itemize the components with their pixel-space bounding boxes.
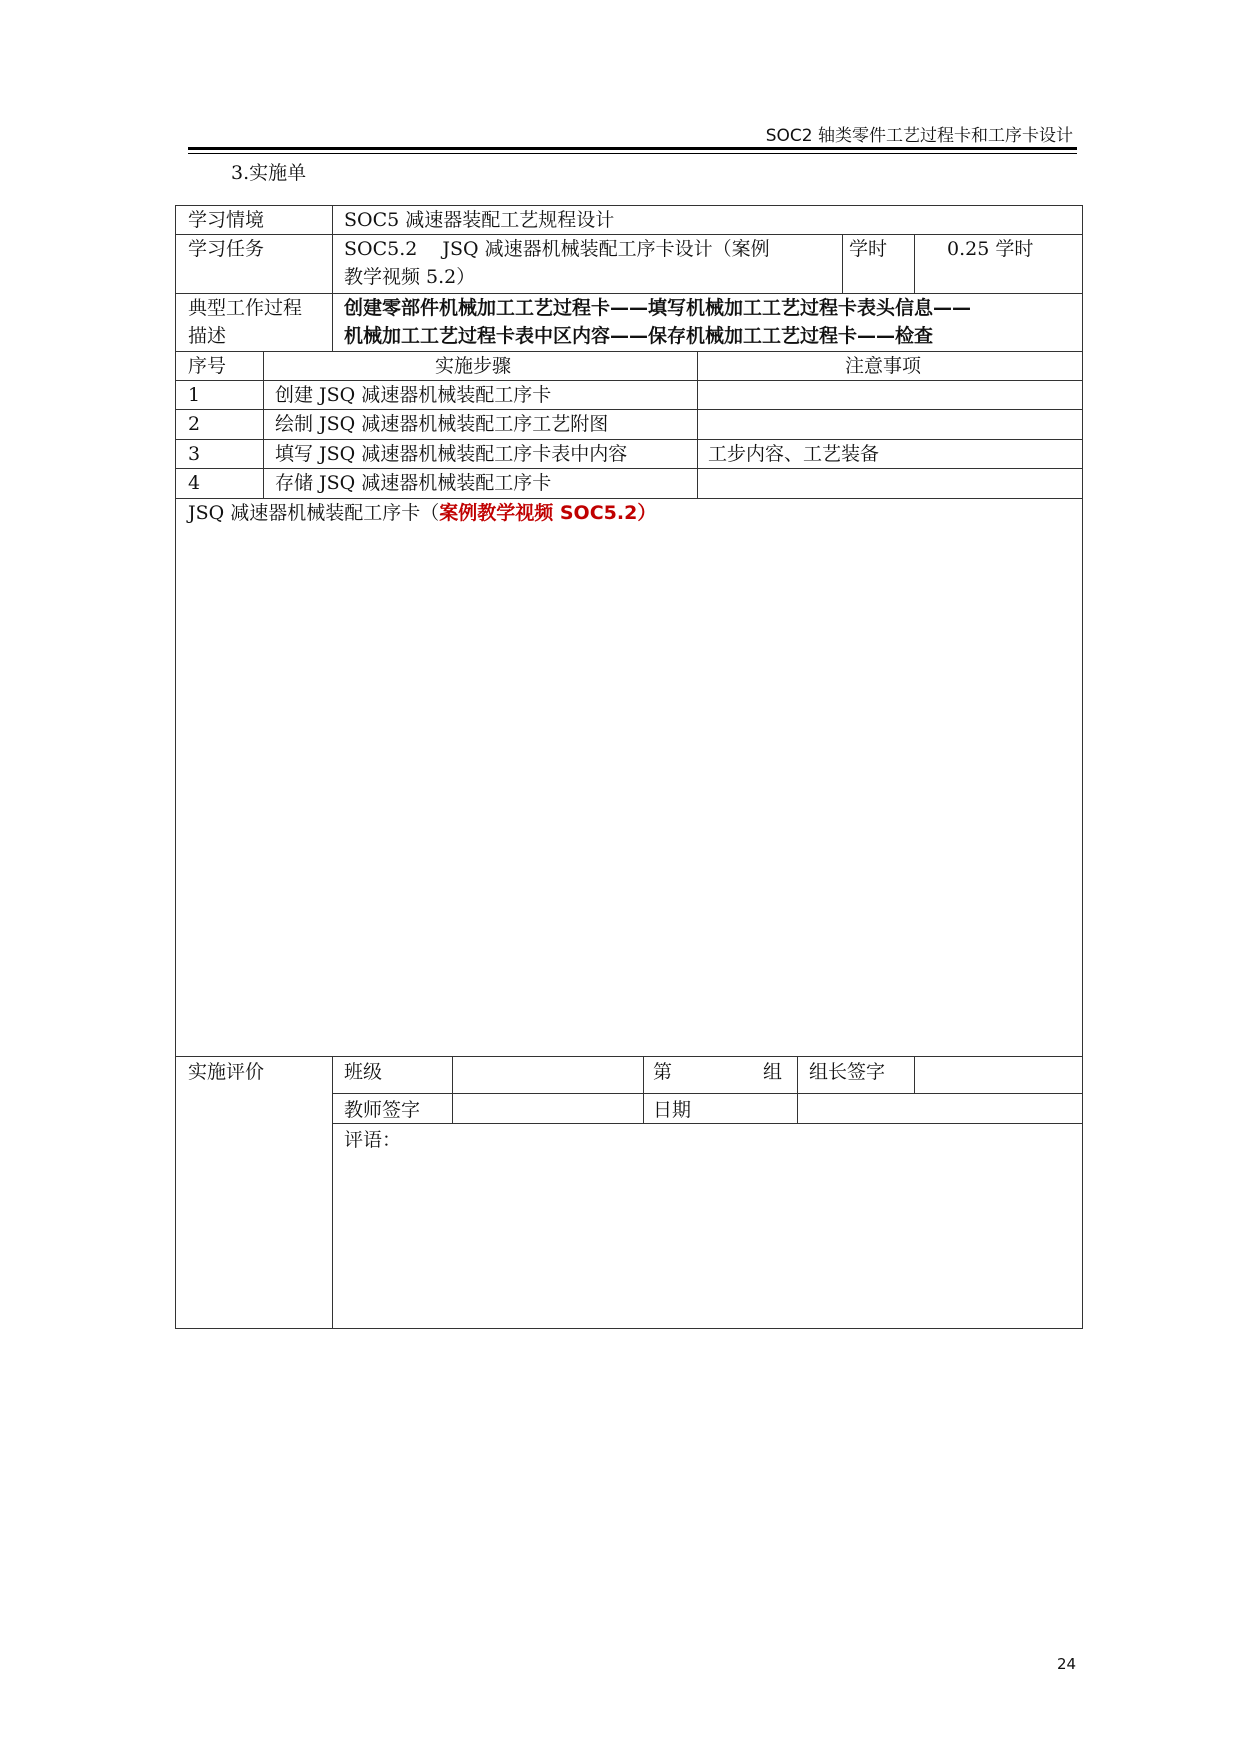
header-rule-thick bbox=[188, 147, 1077, 150]
col-header-step: 实施步骤 bbox=[435, 355, 512, 377]
step-no-3: 3 bbox=[188, 443, 201, 465]
class-label: 班级 bbox=[344, 1061, 383, 1083]
col-header-no: 序号 bbox=[188, 355, 227, 377]
workarea-caption-end: ） bbox=[637, 502, 657, 524]
situation-value: SOC5 减速器装配工艺规程设计 bbox=[344, 209, 615, 231]
header-rule-thin bbox=[188, 153, 1077, 154]
hours-value: 0.25 学时 bbox=[947, 238, 1034, 260]
hours-label: 学时 bbox=[849, 238, 888, 260]
evaluation-label: 实施评价 bbox=[188, 1061, 265, 1083]
group-prefix: 第 bbox=[653, 1061, 673, 1083]
leader-sign-label: 组长签字 bbox=[809, 1061, 886, 1083]
process-label-line2: 描述 bbox=[188, 325, 227, 347]
process-label-line1: 典型工作过程 bbox=[188, 297, 303, 319]
workarea-caption bbox=[188, 499, 656, 527]
comment-label: 评语： bbox=[344, 1129, 402, 1151]
col-header-notes: 注意事项 bbox=[845, 355, 922, 377]
step-note-3: 工步内容、工艺装备 bbox=[708, 443, 880, 465]
step-no-4: 4 bbox=[188, 472, 201, 494]
running-header: SOC2 轴类零件工艺过程卡和工序卡设计 bbox=[765, 126, 1073, 146]
process-value-line1: 创建零部件机械加工工艺过程卡——填写机械加工工艺过程卡表头信息—— bbox=[344, 297, 972, 319]
step-no-2: 2 bbox=[188, 413, 201, 435]
task-label: 学习任务 bbox=[188, 238, 265, 260]
step-no-1: 1 bbox=[188, 384, 201, 406]
date-label: 日期 bbox=[653, 1099, 692, 1121]
task-value-line2: 教学视频 5.2） bbox=[344, 266, 476, 288]
task-value-line1: SOC5.2 JSQ 减速器机械装配工序卡设计（案例 bbox=[344, 238, 770, 260]
page-number: 24 bbox=[1057, 1655, 1077, 1673]
teacher-sign-label: 教师签字 bbox=[344, 1099, 421, 1121]
workarea-caption-text: JSQ 减速器机械装配工序卡（ bbox=[188, 502, 440, 524]
situation-label: 学习情境 bbox=[188, 209, 265, 231]
group-suffix: 组 bbox=[763, 1061, 783, 1083]
step-text-1: 创建 JSQ 减速器机械装配工序卡 bbox=[275, 384, 552, 406]
step-text-4: 存储 JSQ 减速器机械装配工序卡 bbox=[275, 472, 552, 494]
process-value-line2: 机械加工工艺过程卡表中区内容——保存机械加工工艺过程卡——检查 bbox=[344, 325, 934, 347]
step-text-3: 填写 JSQ 减速器机械装配工序卡表中内容 bbox=[275, 443, 628, 465]
step-text-2: 绘制 JSQ 减速器机械装配工序工艺附图 bbox=[275, 413, 609, 435]
workarea-caption-red: 案例教学视频 SOC5.2 bbox=[439, 502, 638, 524]
section-title: 3.实施单 bbox=[231, 162, 307, 184]
